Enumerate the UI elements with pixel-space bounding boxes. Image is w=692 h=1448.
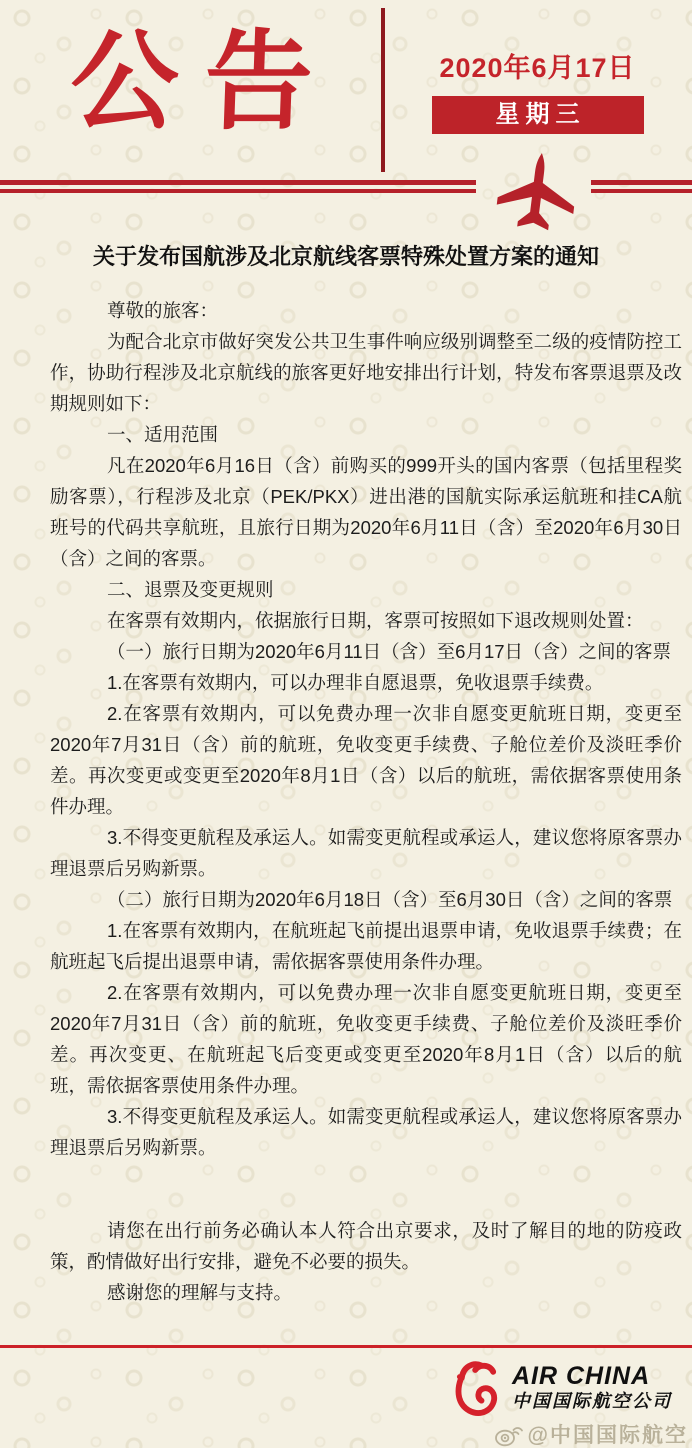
section-heading: 二、退票及变更规则 (107, 579, 274, 600)
closing-paragraph: 请您在出行前务必确认本人符合出京要求，及时了解目的地的防疫政策，酌情做好出行安排，避免不必要的损失。 (50, 1220, 682, 1272)
air-china-logo (450, 1358, 672, 1418)
watermark-text: @中国国际航空 (527, 1424, 688, 1447)
section-heading: 一、适用范围 (107, 424, 219, 445)
separator-line (0, 180, 476, 185)
footer-divider (0, 1345, 692, 1348)
notice-paragraph: 凡在2020年6月16日（含）前购买的999开头的国内客票（包括里程奖励客票），行程涉及北京（PEK/PKX）进出港的国航实际承运航班和挂CA航班号的代码共享航班，且旅行日期为2020年6月11日（含）至2020年6月30日（含）之间的客票。 (50, 455, 682, 569)
notice-title: 关于发布国航涉及北京航线客票特殊处置方案的通知 (92, 244, 599, 269)
notice-paragraph: 2.在客票有效期内，可以免费办理一次非自愿变更航班日期，变更至2020年7月31日（含）前的航班，免收变更手续费、子舱位差价及淡旺季价差。再次变更、在航班起飞后变更或变更至2020年8月1日（含）以后的航班，需依据客票使用条件办理。 (50, 982, 682, 1096)
header-separator (0, 180, 692, 194)
date-text: 2020年6月17日 (439, 53, 636, 83)
weibo-watermark (494, 1419, 688, 1448)
separator-line (0, 189, 476, 193)
announcement-banner: 公告 (68, 21, 341, 142)
airplane-icon (482, 146, 591, 240)
notice-body (50, 295, 682, 1308)
date-block (383, 46, 692, 134)
brand-name-cn: 中国国际航空公司 (512, 1391, 672, 1411)
notice-paragraph: 2.在客票有效期内，可以免费办理一次非自愿变更航班日期，变更至2020年7月31日（含）前的航班，免收变更手续费、子舱位差价及淡旺季价差。再次变更或变更至2020年8月1日（含）以后的航班，需依据客票使用条件办理。 (50, 703, 682, 817)
salutation: 尊敬的旅客： (107, 300, 219, 321)
notice-paragraph: 1.在客票有效期内，在航班起飞前提出退票申请，免收退票手续费；在航班起飞后提出退票申请，需依据客票使用条件办理。 (50, 920, 682, 972)
notice-paragraph: 在客票有效期内，依据旅行日期，客票可按照如下退改规则处置： (107, 610, 644, 631)
brand-name-en: AIR CHINA (512, 1362, 651, 1390)
weibo-icon (494, 1421, 524, 1447)
notice-paragraph: 3.不得变更航程及承运人。如需变更航程或承运人，建议您将原客票办理退票后另购新票。 (50, 1106, 682, 1158)
subsection-heading: （一）旅行日期为2020年6月11日（含）至6月17日（含）之间的客票 (107, 641, 672, 662)
weekday-badge: 星期三 (432, 96, 644, 134)
notice-paragraph: 1.在客票有效期内，可以办理非自愿退票，免收退票手续费。 (107, 672, 604, 693)
separator-line (591, 180, 692, 185)
brand-names (512, 1363, 672, 1413)
notice-paragraph: 3.不得变更航程及承运人。如需变更航程或承运人，建议您将原客票办理退票后另购新票。 (50, 827, 682, 879)
closing-thanks: 感谢您的理解与支持。 (107, 1282, 293, 1303)
separator-line (591, 189, 692, 193)
notice-paragraph: 为配合北京市做好突发公共卫生事件响应级别调整至二级的疫情防控工作，协助行程涉及北京航线的旅客更好地安排出行计划，特发布客票退票及改期规则如下： (50, 331, 682, 414)
subsection-heading: （二）旅行日期为2020年6月18日（含）至6月30日（含）之间的客票 (107, 889, 673, 910)
phoenix-logo-icon (450, 1358, 504, 1418)
